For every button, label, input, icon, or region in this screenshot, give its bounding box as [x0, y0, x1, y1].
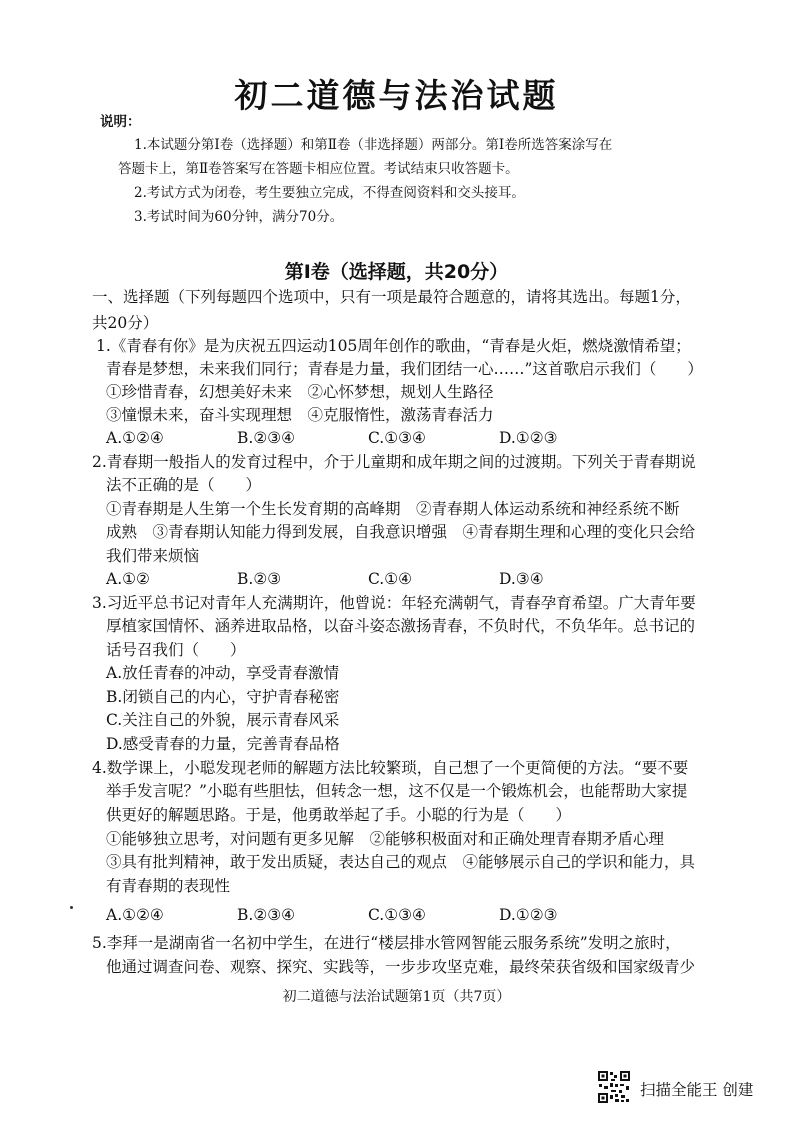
page-footer: 初二道德与法治试题第1页（共7页） — [282, 989, 511, 1005]
instruction-1a: 1.本试题分第Ⅰ卷（选择题）和第Ⅱ卷（非选择题）两部分。第Ⅰ卷所选答案涂写在 — [134, 137, 613, 153]
q4-line-3: 供更好的解题思路。于是，他勇敢举起了手。小聪的行为是（ ） — [106, 806, 572, 824]
q3-line-1: 3.习近平总书记对青年人充满期许，他曾说：年轻充满朝气，青春孕育希望。广大青年要 — [92, 594, 696, 612]
scanner-watermark-text: 扫描全能王 创建 — [640, 1081, 754, 1099]
q5-line-1: 5.李拜一是湖南省一名初中学生，在进行“楼层排水管网智能云服务系统”发明之旅时， — [92, 934, 681, 952]
section-title: 第Ⅰ卷（选择题，共20分） — [284, 261, 509, 283]
scan-speck — [70, 906, 73, 909]
q1-line-4: ③憧憬未来，奋斗实现理想 ④克服惰性，激荡青春活力 — [106, 406, 494, 424]
q4-line-5: ③具有批判精神，敢于发出质疑，表达自己的观点 ④能够展示自己的学识和能力，具 — [106, 853, 696, 871]
q3-line-3: 话号召我们（ ） — [106, 641, 246, 659]
q4-line-4: ①能够独立思考，对问题有更多见解 ②能够积极面对和正确处理青春期矛盾心理 — [106, 830, 665, 848]
q2-line-5: 我们带来烦恼 — [106, 547, 200, 565]
q4-option-c: C.①③④ — [368, 906, 426, 924]
q4-line-6: 有青春期的表现性 — [106, 877, 231, 895]
q1-line-2: 青春是梦想，未来我们同行；青春是力量，我们团结一心……”这首歌启示我们（ ） — [106, 360, 703, 378]
q5-line-2: 他通过调查问卷、观察、探究、实践等，一步步攻坚克难，最终荣获省级和国家级青少 — [106, 958, 696, 976]
instruction-3: 3.考试时间为60分钟，满分70分。 — [134, 209, 344, 225]
q3-line-2: 厚植家国情怀、涵养进取品格，以奋斗姿态激扬青春，不负时代，不负华年。总书记的 — [106, 617, 696, 635]
q1-option-a: A.①②④ — [106, 429, 164, 447]
q2-line-2: 法不正确的是（ ） — [106, 476, 262, 494]
q1-line-3: ①珍惜青春，幻想美好未来 ②心怀梦想，规划人生路径 — [106, 383, 494, 401]
qr-code-icon — [597, 1070, 631, 1104]
q4-option-b: B.②③④ — [237, 906, 296, 924]
q1-option-c: C.①③④ — [368, 429, 426, 447]
q3-option-a: A.放任青春的冲动，享受青春激情 — [106, 664, 340, 682]
q2-option-b: B.②③ — [237, 570, 282, 588]
q4-line-1: 4.数学课上，小聪发现老师的解题方法比较繁琐，自己想了一个更简便的方法。“要不要 — [92, 759, 689, 777]
q4-line-2: 举手发言呢？”小聪有些胆怯，但转念一想，这不仅是一个锻炼机会，也能帮助大家提 — [106, 782, 688, 800]
q2-options — [106, 568, 630, 590]
q2-option-d: D.③④ — [499, 570, 544, 588]
instructions-heading: 说明： — [100, 114, 141, 130]
q2-option-c: C.①④ — [368, 570, 413, 588]
q2-option-a: A.①② — [106, 570, 150, 588]
q4-option-a: A.①②④ — [106, 906, 164, 924]
q3-option-b: B.闭锁自己的内心，守护青春秘密 — [106, 688, 340, 706]
q1-options — [106, 427, 630, 449]
q3-option-c: C.关注自己的外貌，展示青春风采 — [106, 711, 340, 729]
q1-option-b: B.②③④ — [237, 429, 296, 447]
q1-option-d: D.①②③ — [499, 429, 558, 447]
exam-title: 初二道德与法治试题 — [234, 76, 559, 115]
section-directions-b: 共20分） — [92, 314, 159, 332]
instruction-2: 2.考试方式为闭卷，考生要独立完成，不得查阅资料和交头接耳。 — [134, 185, 525, 201]
q4-options — [106, 904, 630, 926]
q3-option-d: D.感受青春的力量，完善青春品格 — [106, 735, 340, 753]
q2-line-3: ①青春期是人生第一个生长发育期的高峰期 ②青春期人体运动系统和神经系统不断 — [106, 500, 680, 518]
q1-line-1: 1.《青春有你》是为庆祝五四运动105周年创作的歌曲，“青春是火炬，燃烧激情希望； — [96, 337, 691, 355]
q2-line-4: 成熟 ③青春期认知能力得到发展，自我意识增强 ④青春期生理和心理的变化只会给 — [106, 523, 696, 541]
section-directions-a: 一、选择题（下列每题四个选项中，只有一项是最符合题意的，请将其选出。每题1分， — [92, 288, 691, 306]
instruction-1b: 答题卡上，第Ⅱ卷答案写在答题卡相应位置。考试结束只收答题卡。 — [118, 161, 519, 177]
q4-option-d: D.①②③ — [499, 906, 558, 924]
q2-line-1: 2.青春期一般指人的发育过程中，介于儿童期和成年期之间的过渡期。下列关于青春期说 — [92, 453, 696, 471]
